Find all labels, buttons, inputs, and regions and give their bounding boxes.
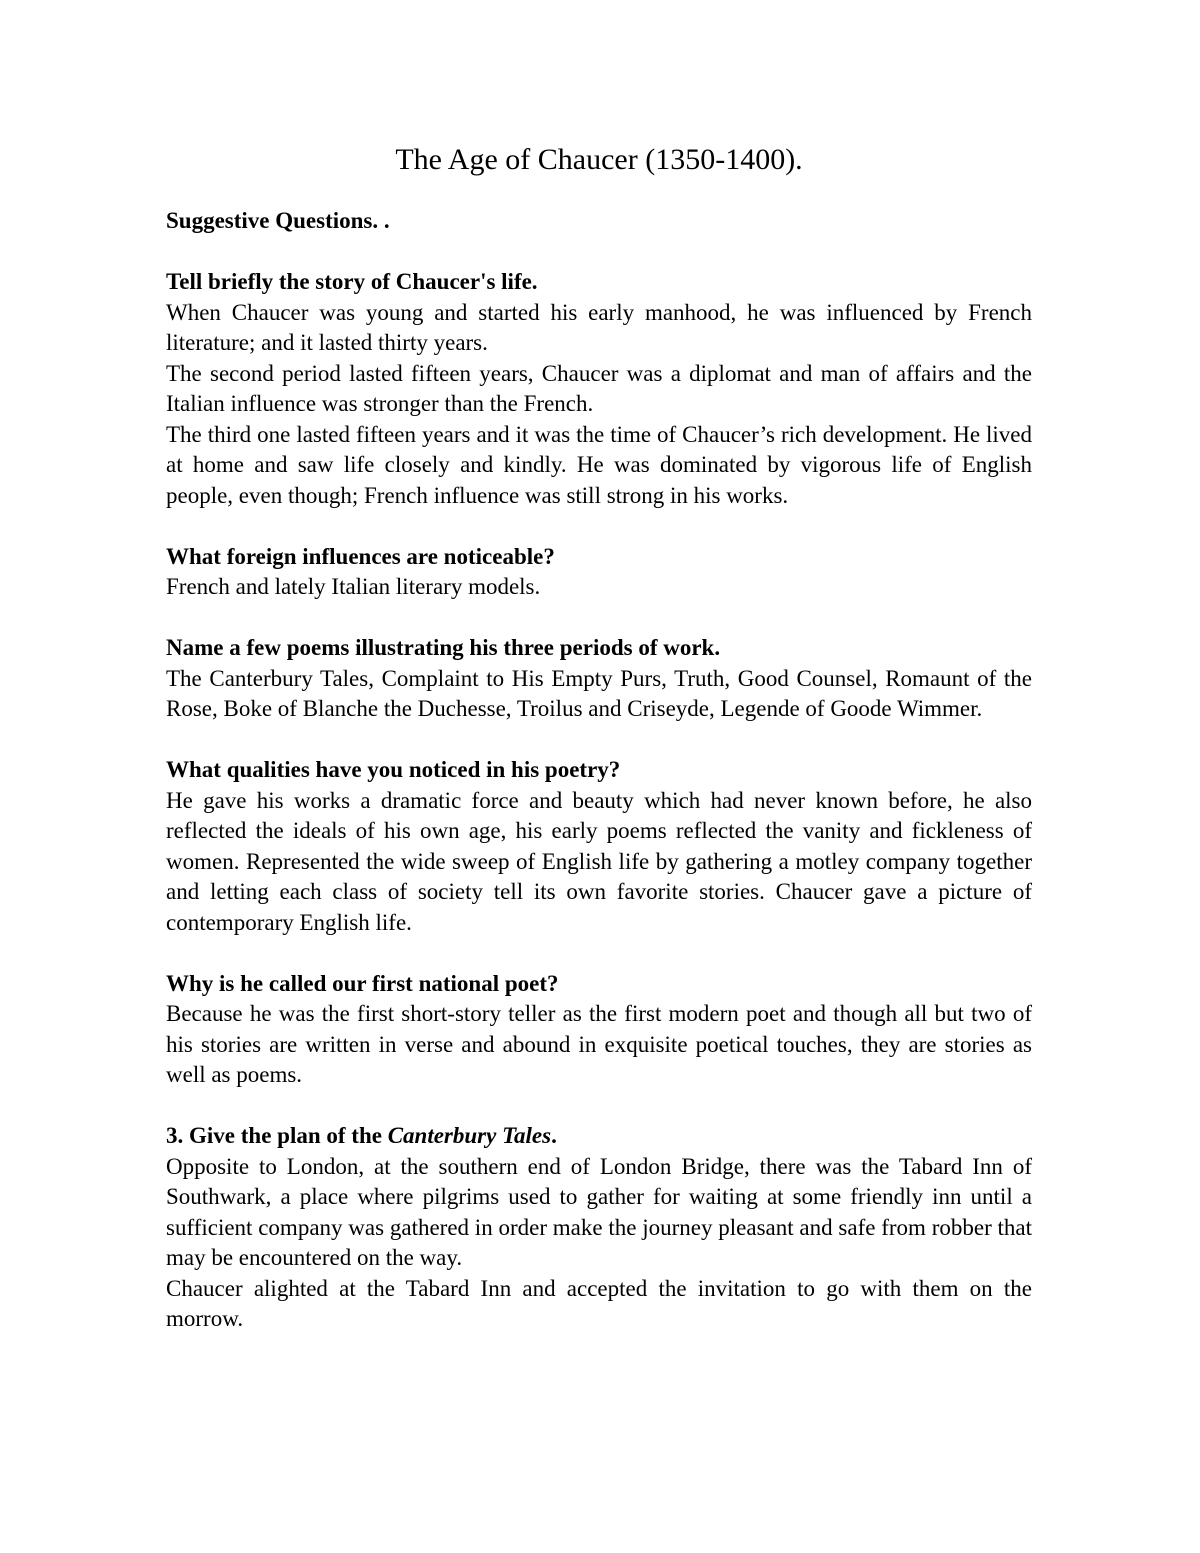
answer-paragraph: French and lately Italian literary models.	[166, 574, 541, 599]
section-canterbury-plan	[166, 1121, 1032, 1335]
question-heading: Tell briefly the story of Chaucer's life.	[166, 269, 538, 294]
spacer	[166, 1091, 1032, 1122]
question-prefix: 3. Give the plan of the	[166, 1123, 388, 1148]
spacer	[166, 938, 1032, 969]
question-heading: Why is he called our first national poet?	[166, 970, 559, 996]
answer-paragraph: The second period lasted fifteen years, Chaucer was a diplomat and man of affairs and the Italian influence was stronger than the French.	[166, 360, 1032, 416]
question-italic-title: Canterbury Tales	[387, 1123, 552, 1148]
question-heading: Name a few poems illustrating his three periods of work.	[166, 635, 721, 660]
answer-paragraph: Opposite to London, at the southern end of London Bridge, there was the Tabard Inn of Southwark, a place where pilgrims used to gather for waiting at some friendly inn until a sufficient company was gathered in order make the journey pleasant and safe from robber that may be encountered on the way.	[166, 1153, 1032, 1270]
question-suffix: .	[551, 1123, 557, 1148]
answer-paragraph: The third one lasted fifteen years and it was the time of Chaucer’s rich development. He lived at home and saw life closely and kindly. He was dominated by vigorous life of English people, even though; French influence was still strong in his works.	[166, 421, 1032, 508]
section-national-poet	[166, 969, 1032, 1091]
question-heading: What qualities have you noticed in his poetry?	[166, 757, 621, 782]
document-title: The Age of Chaucer (1350-1400).	[395, 143, 803, 176]
answer-paragraph: The Canterbury Tales, Complaint to His Empty Purs, Truth, Good Counsel, Romaunt of the Rose, Boke of Blanche the Duchesse, Troilus and Criseyde, Legende of Goode Wimmer.	[166, 665, 1032, 721]
section-qualities	[166, 755, 1032, 938]
section-foreign-influences	[166, 542, 1032, 603]
section-poems	[166, 633, 1032, 725]
spacer	[166, 237, 1032, 268]
spacer	[166, 725, 1032, 756]
intro-heading: Suggestive Questions. .	[166, 208, 390, 233]
answer-paragraph: Because he was the first short-story teller as the first modern poet and though all but two of his stories are written in verse and abound in exquisite poetical touches, they are stories as well as poems.	[166, 1001, 1032, 1087]
document-page	[166, 140, 1032, 1335]
answer-paragraph: He gave his works a dramatic force and beauty which had never known before, he also reflected the ideals of his own age, his early poems reflected the vanity and fickleness of women. Represented the wide sweep of English life by gathering a motley company together and letting each class of society tell its own favorite stories. Chaucer gave a picture of contemporary English life.	[166, 787, 1032, 935]
question-heading: What foreign influences are noticeable?	[166, 543, 555, 569]
question-heading	[166, 1121, 1032, 1152]
spacer	[166, 511, 1032, 542]
answer-paragraph: Chaucer alighted at the Tabard Inn and accepted the invitation to go with them on the morrow.	[166, 1275, 1032, 1331]
section-chaucer-life	[166, 267, 1032, 511]
answer-paragraph: When Chaucer was young and started his early manhood, he was influenced by French literature; and it lasted thirty years.	[166, 299, 1032, 355]
spacer	[166, 603, 1032, 634]
